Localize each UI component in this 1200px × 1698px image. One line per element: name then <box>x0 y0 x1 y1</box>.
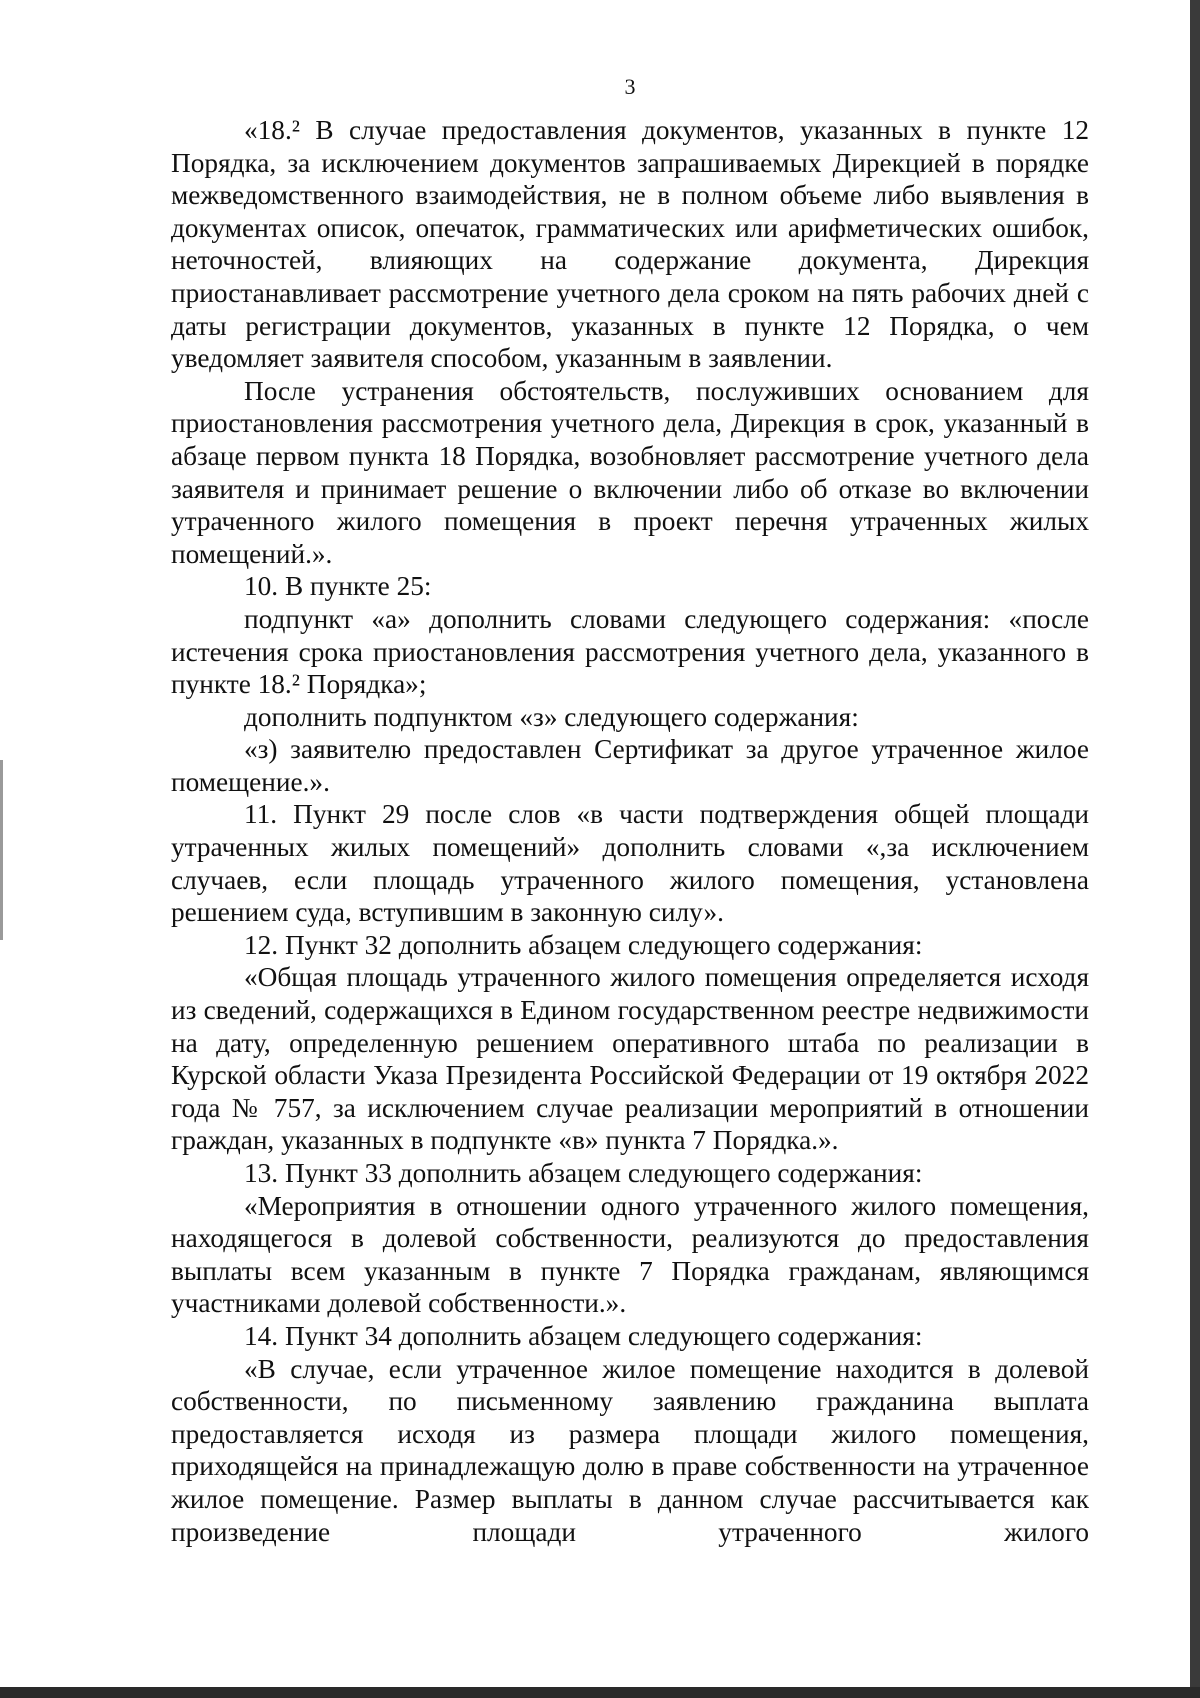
paragraph-item-14: 14. Пункт 34 дополнить абзацем следующего содержания: <box>244 1320 923 1351</box>
paragraph-after-elimination: После устранения обстоятельств, послуживших основанием для приостановления рассмотрения учетного дела, Дирекция в срок, указанный в абзаце первом пункта 18 Порядка, возобновляет рассмотрение учетного дела заявителя и принимает решение о включении либо об отказе во включении утраченного жилого помещения в проект перечня утраченных жилых помещений.». <box>171 375 1089 569</box>
paragraph-item-10: 10. В пункте 25: <box>244 571 432 602</box>
scan-shadow-left <box>0 760 3 940</box>
paragraph-item-12: 12. Пункт 32 дополнить абзацем следующего содержания: <box>244 929 923 960</box>
page-number: 3 <box>624 74 636 99</box>
paragraph-shared-ownership-measures: «Мероприятия в отношении одного утраченного жилого помещения, находящегося в долевой собственности, реализуются до предоставления выплаты всем указанным в пункте 7 Порядка гражданам, являющимся участниками долевой собственности.». <box>171 1190 1089 1319</box>
scan-shadow-right <box>1190 0 1200 1698</box>
paragraph-item-13: 13. Пункт 33 дополнить абзацем следующего содержания: <box>244 1158 923 1188</box>
paragraph-subitem-z: «з) заявителю предоставлен Сертификат за другое утраченное жилое помещение.». <box>171 734 1089 797</box>
paragraph-shared-ownership-payment: «В случае, если утраченное жилое помещение находится в долевой собственности, по письменному заявлению гражданина выплата предоставляется исходя из размера площади жилого помещения, приходящейся на принадлежащую долю в праве собственности на утраченное жилое помещение. Размер выплаты в данном случае рассчитывается как произведение площади утраченного жилого <box>171 1353 1089 1547</box>
paragraph-total-area: «Общая площадь утраченного жилого помещения определяется исходя из сведений, содержащихся в Едином государственном реестре недвижимости на дату, определенную решением оперативного штаба по реализации в Курской области Указа Президента Российской Федерации от 19 октября 2022 года № 757, за исключением случае реализации мероприятий в отношении граждан, указанных в подпункте «в» пункта 7 Порядка.». <box>171 962 1089 1156</box>
paragraph-subitem-a: подпункт «а» дополнить словами следующего содержания: «после истечения срока приостановления рассмотрения учетного дела, указанного в пункте 18.² Порядка»; <box>171 603 1089 700</box>
scan-shadow-bottom <box>0 1687 1200 1698</box>
paragraph-item-11: 11. Пункт 29 после слов «в части подтверждения общей площади утраченных жилых помещений» дополнить словами «,за исключением случаев, если площадь утраченного жилого помещения, установлена решением суда, вступившим в законную силу». <box>171 799 1089 928</box>
paragraph-add-subitem-z: дополнить подпунктом «з» следующего содержания: <box>244 701 859 732</box>
paragraph-18-2: «18.² В случае предоставления документов, указанных в пункте 12 Порядка, за исключением документов запрашиваемых Дирекцией в порядке межведомственного взаимодействия, не в полном объеме либо выявления в документах описок, опечаток, грамматических или арифметических ошибок, неточностей, влияющих на содержание документа, Дирекция приостанавливает рассмотрение учетного дела сроком на пять рабочих дней с даты регистрации документов, указанных в пункте 12 Порядка, о чем уведомляет заявителя способом, указанным в заявлении. <box>171 115 1089 374</box>
document-body <box>171 114 1089 1548</box>
